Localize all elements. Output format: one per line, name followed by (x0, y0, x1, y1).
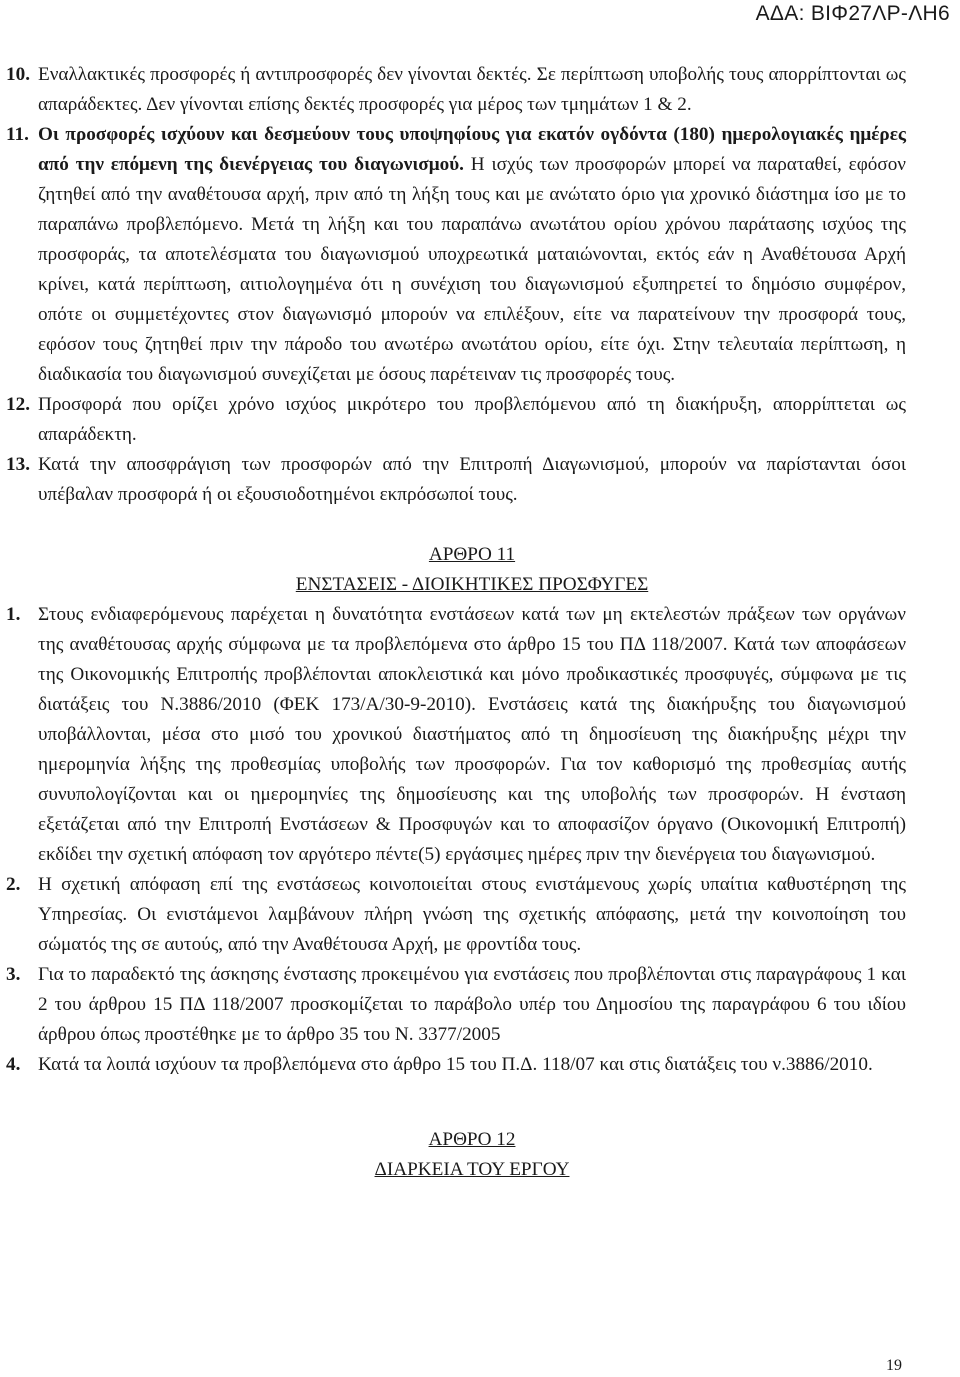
item-number: 3. (6, 964, 21, 985)
paragraph-10 (0, 60, 960, 120)
paragraph-number: 12. (6, 394, 30, 415)
paragraph-text: Προσφορά που ορίζει χρόνο ισχύος μικρότερο του προβλεπόμενου από τη διακήρυξη, απορρίπτεται ως απαράδεκτη. (38, 394, 906, 445)
paragraph-12 (0, 390, 960, 450)
paragraph-number: 13. (6, 454, 30, 475)
paragraph-text: Εναλλακτικές προσφορές ή αντιπροσφορές δεν γίνονται δεκτές. Σε περίπτωση υποβολής τους απορρίπτονται ως απαράδεκτες. Δεν γίνονται επίσης δεκτές προσφορές για μέρος των τμημάτων 1 & 2. (38, 64, 906, 115)
paragraph-11 (0, 120, 960, 390)
page-number: 19 (886, 1357, 902, 1374)
article-11-item-1 (0, 600, 960, 870)
article-11-item-3 (0, 960, 960, 1050)
item-text: Η σχετική απόφαση επί της ενστάσεως κοινοποιείται στους ενιστάμενους χωρίς υπαίτια καθυστέρηση της Υπηρεσίας. Οι ενιστάμενοι λαμβάνουν πλήρη γνώση της σχετικής απόφασης, μετά την κοινοποίηση του σώματός της σε αυτούς, από την Αναθέτουσα Αρχή, με φροντίδα τους. (38, 874, 906, 955)
paragraph-13 (0, 450, 960, 510)
item-number: 4. (6, 1054, 21, 1075)
paragraph-bold-text: Οι προσφορές ισχύουν και δεσμεύουν τους υποψηφίους για εκατόν ογδόντα (180) ημερολογιακές ημέρες από την επόμενη της διενέργειας του διαγωνισμού. (38, 124, 906, 175)
item-number: 1. (6, 604, 21, 625)
paragraph-number: 11. (6, 124, 29, 145)
item-text: Στους ενδιαφερόμενους παρέχεται η δυνατότητα ενστάσεων κατά των μη εκτελεστών πράξεων των οργάνων της αναθέτουσας αρχής σύμφωνα με τα προβλεπόμενα στο άρθρο 15 του ΠΔ 118/2007. Κατά των αποφάσεων της Οικονομικής Επιτροπής προβλέπονται αποκλειστικά και μόνο προδικαστικές προσφυγές, σύμφωνα με τις διατάξεις του Ν.3886/2010 (ΦΕΚ 173/Α/30-9-2010). Ενστάσεις κατά της διακήρυξης του διαγωνισμού υποβάλλονται, μέσα στο μισό του χρονικού διαστήματος από τη δημοσίευση της διακήρυξης μέχρι την ημερομηνία λήξης της προθεσμίας υποβολής των προσφορών. Για τον καθορισμό της προθεσμίας αυτής συνυπολογίζονται και οι ημερομηνίες της δημοσίευσης και της υποβολής των προσφορών. Η ένσταση εξετάζεται από την Επιτροπή Ενστάσεων & Προσφυγών και το αποφασίζον όργανο (Οικονομική Επιτροπή) εκδίδει την σχετική απόφαση τον αργότερο πέντε(5) εργάσιμες ημέρες πριν την διενέργεια του διαγωνισμού. (38, 604, 906, 865)
paragraph-number: 10. (6, 64, 30, 85)
article-12-title: ΑΡΘΡΟ 12 (428, 1129, 516, 1150)
item-text: Για το παραδεκτό της άσκησης ένστασης προκειμένου για ενστάσεις που προβλέπονται στις παραγράφους 1 και 2 του άρθρου 15 ΠΔ 118/2007 προσκομίζεται το παράβολο υπέρ του Δημοσίου της παραγράφου 6 του ιδίου άρθρου όπως προστέθηκε με το άρθρο 35 του Ν. 3377/2005 (38, 964, 906, 1045)
article-11-title: ΑΡΘΡΟ 11 (428, 544, 516, 565)
article-12-subtitle: ΔΙΑΡΚΕΙΑ ΤΟΥ ΕΡΓΟΥ (374, 1159, 570, 1180)
header-code: ΑΔΑ: ΒΙΦ27ΛΡ-ΛΗ6 (755, 2, 950, 25)
article-11-subtitle: ΕΝΣΤΑΣΕΙΣ - ΔΙΟΙΚΗΤΙΚΕΣ ΠΡΟΣΦΥΓΕΣ (295, 574, 649, 595)
paragraph-text: Κατά την αποσφράγιση των προσφορών από την Επιτροπή Διαγωνισμού, μπορούν να παρίστανται όσοι υπέβαλαν προσφορά ή οι εξουσιοδοτημένοι εκπρόσωποί τους. (38, 454, 906, 505)
document-body (0, 60, 960, 1185)
article-11-item-4 (0, 1050, 960, 1080)
article-11-item-2 (0, 870, 960, 960)
item-text: Κατά τα λοιπά ισχύουν τα προβλεπόμενα στο άρθρο 15 του Π.Δ. 118/07 και στις διατάξεις του ν.3886/2010. (38, 1054, 873, 1075)
paragraph-text: Η ισχύς των προσφορών μπορεί να παραταθεί, εφόσον ζητηθεί από την αναθέτουσα αρχή, πριν από τη λήξη τους και με ανώτατο όριο για χρονικό διάστημα ίσο με το παραπάνω προβλεπόμενο. Μετά τη λήξη και του παραπάνω ανωτάτου ορίου χρόνου παράτασης ισχύος της προσφοράς, τα αποτελέσματα του διαγωνισμού υποχρεωτικά ματαιώνονται, εκτός εάν η Αναθέτουσα Αρχή κρίνει, κατά περίπτωση, αιτιολογημένα ότι η συνέχιση του διαγωνισμού εξυπηρετεί το δημόσιο συμφέρον, οπότε οι συμμετέχοντες στον διαγωνισμό μπορούν να επιλέξουν, είτε να παρατείνουν την προσφορά τους, εφόσον τους ζητηθεί πριν την πάροδο του ανωτέρω ανωτάτου ορίου, είτε όχι. Στην τελευταία περίπτωση, η διαδικασία του διαγωνισμού συνεχίζεται με όσους παρέτειναν τις προσφορές τους. (38, 154, 906, 385)
item-number: 2. (6, 874, 21, 895)
